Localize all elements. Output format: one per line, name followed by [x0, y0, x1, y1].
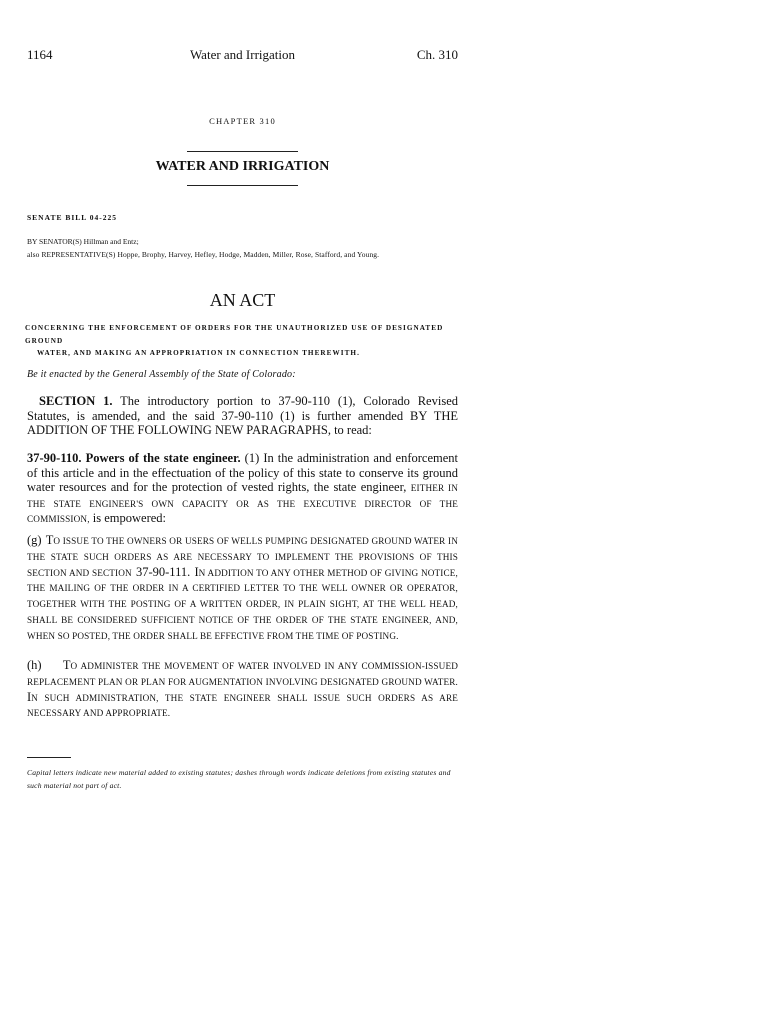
subparagraph-g-text-1: O ISSUE TO THE OWNERS OR USERS OF WELLS PUMPING DESIGNATED GROUND WATER IN THE STATE SUCH ORDERS AS ARE NECESSARY TO IMPLEMENT THE PROVISIONS OF THIS SECTION AND SECTION [27, 536, 458, 578]
footnote-rule [27, 757, 71, 758]
subparagraph-h-initial: T [62, 658, 71, 672]
section-1-label: SECTION 1. [39, 394, 113, 408]
title-rule-bottom [187, 185, 298, 186]
statute-citation: 37-90-110. Powers of the state engineer. [27, 451, 241, 465]
chapter-reference: Ch. 310 [416, 47, 458, 62]
subparagraph-g-section-ref: 37-90-111. [135, 564, 191, 579]
house-sponsors: also REPRESENTATIVE(S) Hoppe, Brophy, Harvey, Hefley, Hodge, Madden, Miller, Rose, Stafford, and Young. [27, 250, 380, 259]
act-concerning-clause [25, 322, 461, 360]
powers-text-b: is empowered: [92, 511, 167, 525]
senate-sponsors: BY SENATOR(S) Hillman and Entz; [27, 237, 139, 246]
subparagraph-h-number: (h) [27, 658, 42, 672]
subparagraph-g-number: (g) [27, 533, 42, 547]
subparagraph-g [27, 533, 458, 644]
concerning-line-1: CONCERNING THE ENFORCEMENT OF ORDERS FOR THE UNAUTHORIZED USE OF DESIGNATED GROUND [25, 324, 444, 345]
subparagraph-g-text-2: N ADDITION TO ANY OTHER METHOD OF GIVING NOTICE, THE MAILING OF THE ORDER IN A CERTIFIED LETTER TO THE WELL OWNER OR OPERATOR, TOGETHER WITH THE POSTING OF A WRITTEN ORDER, IN PLAIN SIGHT, AT THE WELL HEAD, SHALL BE CONSIDERED SUFFICIENT NOTICE OF THE ORDER OF THE STATE ENGINEER, AND, WHEN SO POSTED, THE ORDER SHALL BE EFFECTIVE FROM THE TIME OF POSTING. [27, 567, 458, 641]
footnote: Capital letters indicate new material added to existing statutes; dashes through words indicate deletions from existing statutes and such material not part of act. [27, 768, 451, 790]
act-title: AN ACT [209, 290, 276, 310]
title-rule-top [187, 151, 298, 152]
subparagraph-h-initial-2: I [27, 689, 32, 704]
subparagraph-h-text-2: N SUCH ADMINISTRATION, THE STATE ENGINEER SHALL ISSUE SUCH ORDERS AS ARE NECESSARY AND APPROPRIATE. [27, 692, 458, 719]
chapter-title: WATER AND IRRIGATION [155, 159, 330, 174]
chapter-label: CHAPTER 310 [209, 116, 276, 126]
running-title: Water and Irrigation [189, 47, 296, 62]
subparagraph-h-text-1: O ADMINISTER THE MOVEMENT OF WATER INVOLVED IN ANY COMMISSION-ISSUED REPLACEMENT PLAN OR PLAN FOR AUGMENTATION INVOLVING DESIGNATED GROUND WATER. [27, 661, 458, 687]
bill-number: SENATE BILL 04-225 [27, 213, 117, 222]
enacting-clause: Be it enacted by the General Assembly of the State of Colorado: [27, 369, 296, 380]
section-1-text: The introductory portion to 37-90-110 (1), Colorado Revised Statutes, is amended, and the said 37-90-110 (1) is further amended BY THE ADDITION OF THE FOLLOWING NEW PARAGRAPHS, to read: [27, 394, 458, 437]
page-number: 1164 [27, 47, 53, 62]
concerning-line-2: WATER, AND MAKING AN APPROPRIATION IN CONNECTION THEREWITH. [37, 349, 360, 357]
powers-text-new: EITHER IN THE STATE ENGINEER'S OWN CAPACITY OR AS THE EXECUTIVE DIRECTOR OF THE COMMISSION, [27, 483, 459, 524]
section-1-paragraph [27, 394, 458, 438]
powers-text-a: (1) In the administration and enforcement of this article and in the effectuation of the policy of this state to conserve its ground water resources and for the protection of vested rights, the state engineer, [27, 451, 459, 494]
subparagraph-g-initial-2: I [194, 564, 199, 579]
powers-paragraph [27, 451, 458, 527]
subparagraph-h [27, 658, 458, 721]
subparagraph-g-initial: T [45, 533, 54, 547]
